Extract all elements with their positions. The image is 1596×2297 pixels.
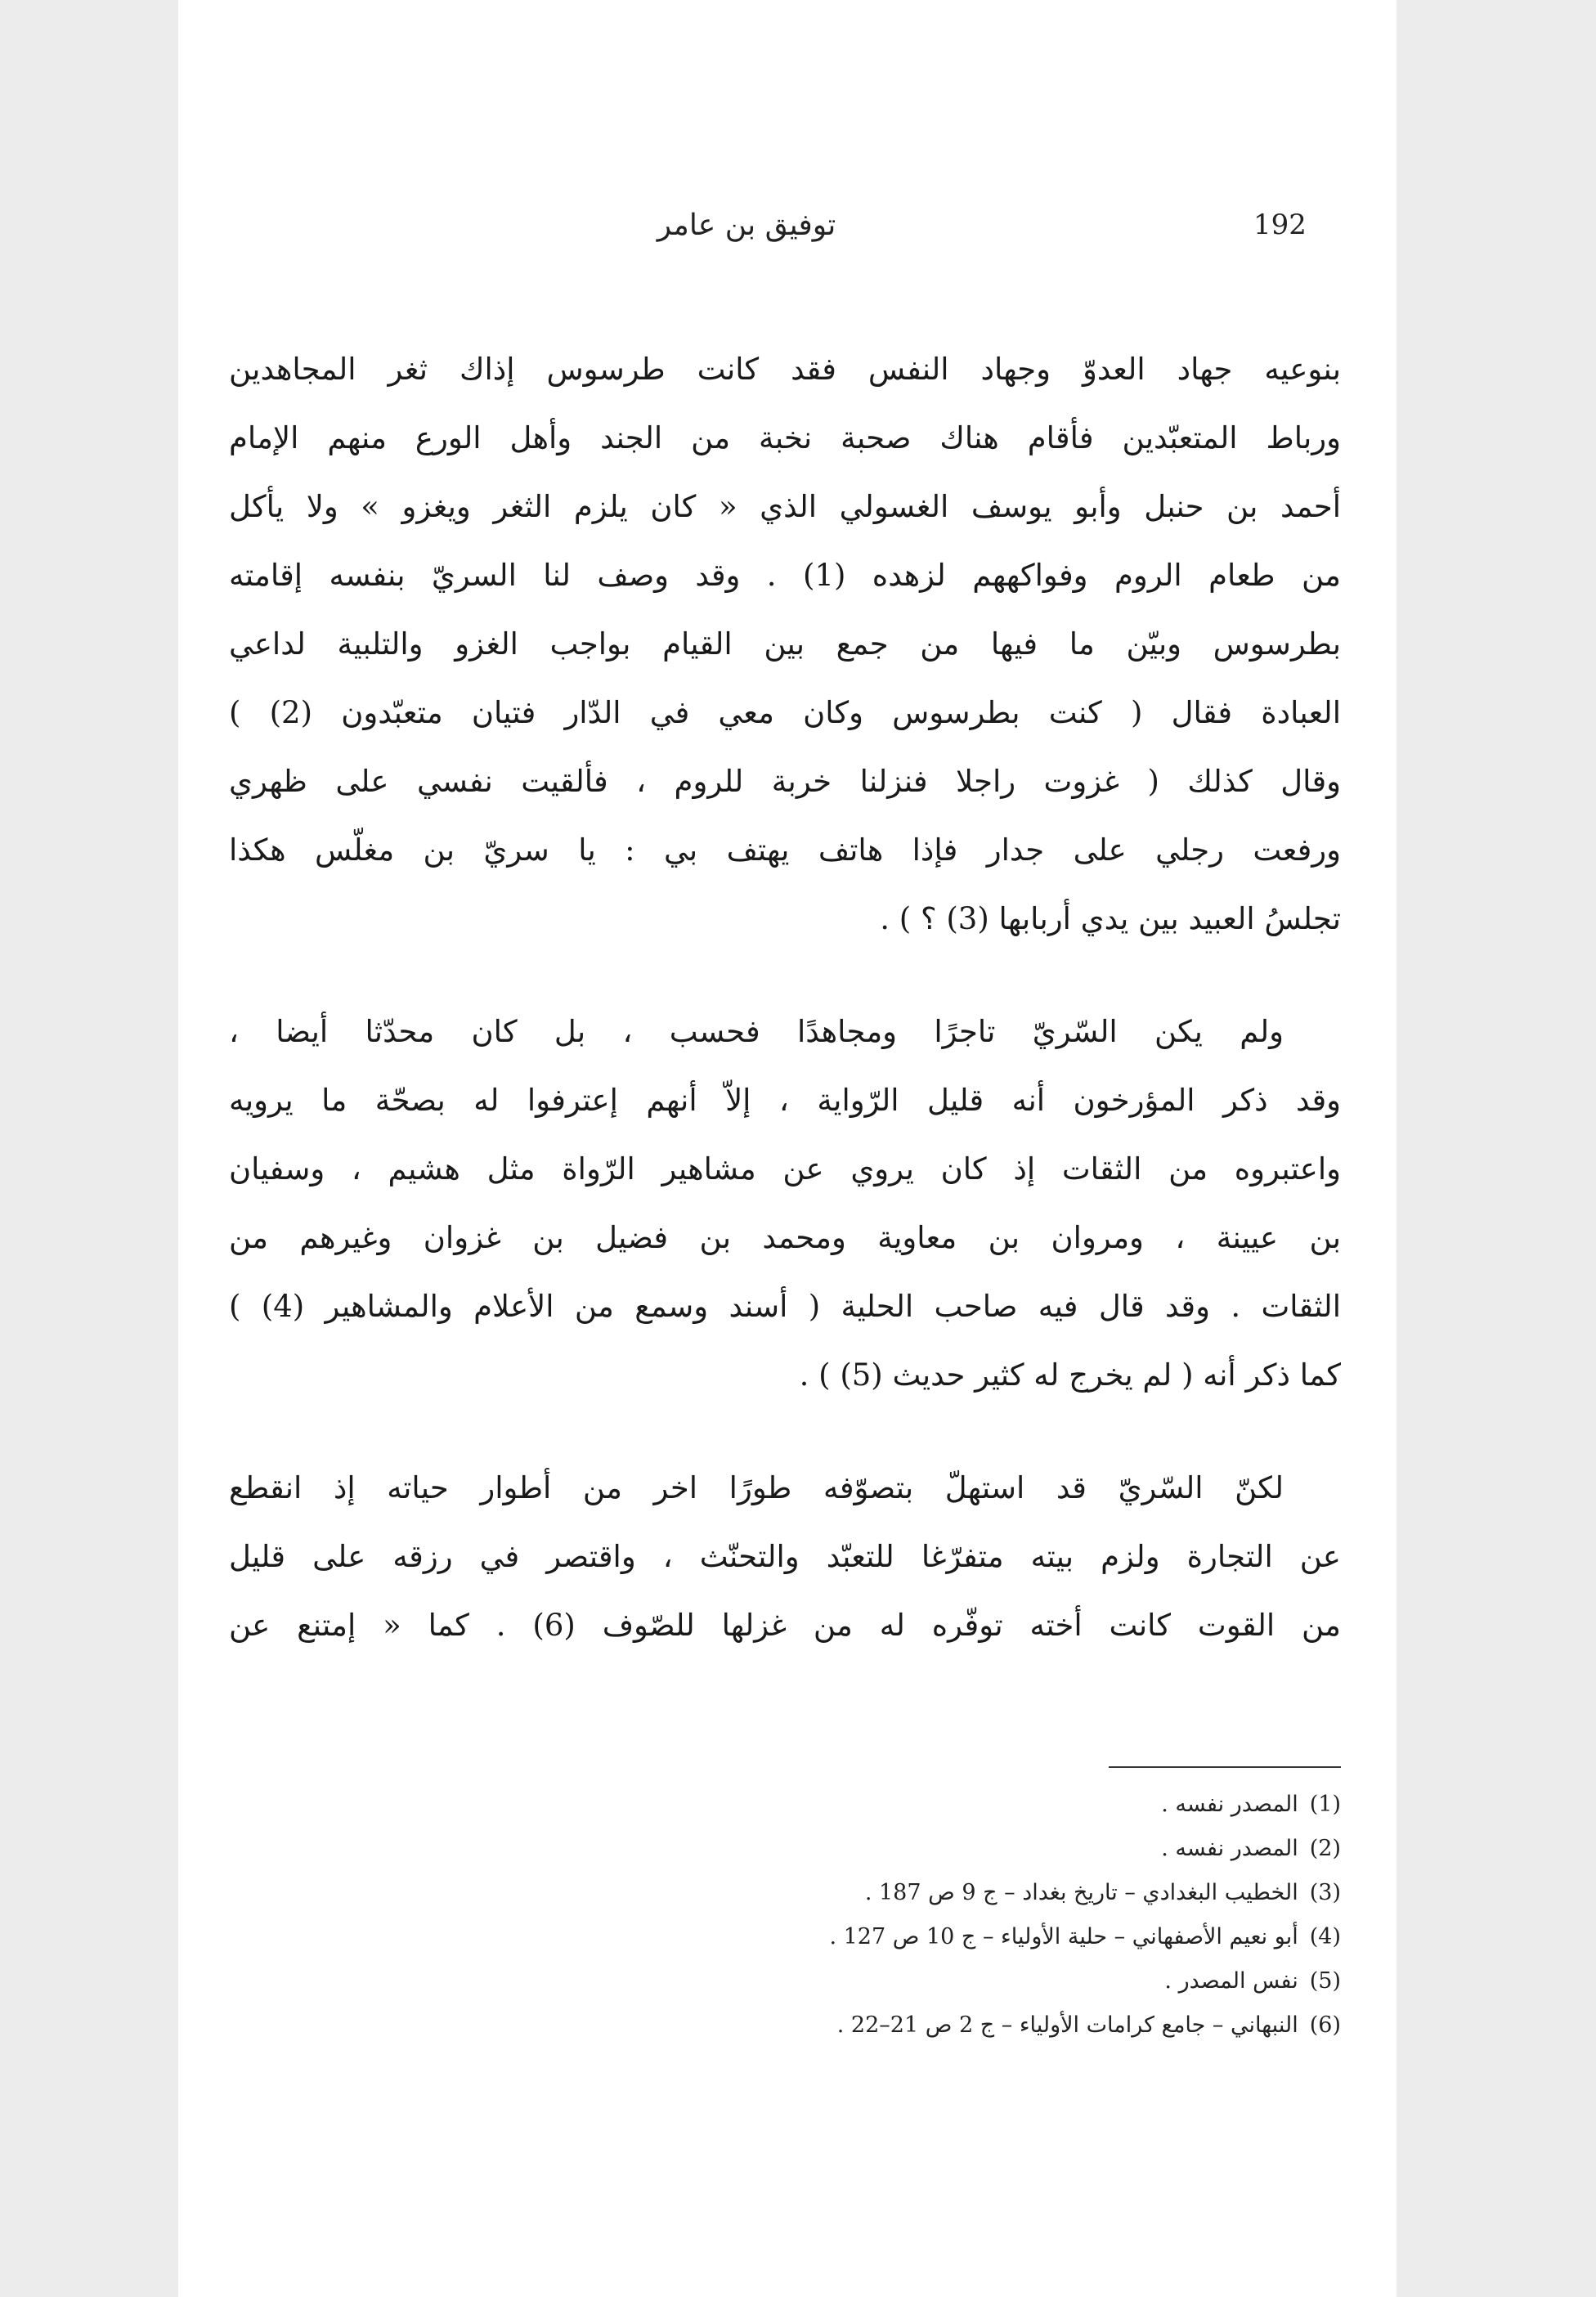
- text-line: واعتبروه من الثقات إذ كان يروي عن مشاهير الرّواة مثل هشيم ، وسفيان: [229, 1151, 1341, 1187]
- footnote-number: (3): [1309, 1880, 1341, 1905]
- footnote-number: (4): [1309, 1924, 1341, 1949]
- footnote-item: [587, 1827, 1341, 1871]
- footnote-number: (6): [1309, 2012, 1341, 2038]
- running-title: توفيق بن عامر: [657, 209, 836, 242]
- text-line: بطرسوس وبيّن ما فيها من جمع بين القيام بواجب الغزو والتلبية لداعي: [229, 626, 1341, 662]
- text-line: لكنّ السّريّ قد استهلّ بتصوّفه طورًا اخر من أطوار حياته إذ انقطع: [229, 1470, 1284, 1505]
- text-line: تجلسُ العبيد بين يدي أربابها (3) ؟ ) .: [880, 901, 1341, 936]
- paragraph-gap: [229, 1410, 1341, 1454]
- paragraph-3: [229, 1454, 1341, 1660]
- footnote-item: [587, 2003, 1341, 2048]
- footnote-text: أبو نعيم الأصفهاني – حلية الأولياء – ج 10 ص 127 .: [829, 1924, 1298, 1949]
- footnote-item: [587, 1871, 1341, 1915]
- footnote-item: [587, 1915, 1341, 1959]
- text-line: الثقات . وقد قال فيه صاحب الحلية ( أسند وسمع من الأعلام والمشاهير (4) ): [229, 1289, 1341, 1324]
- footnote-item: [587, 1959, 1341, 2003]
- text-line: بنوعيه جهاد العدوّ وجهاد النفس فقد كانت طرسوس إذاك ثغر المجاهدين: [229, 352, 1341, 387]
- footnote-text: الخطيب البغدادي – تاريخ بغداد – ج 9 ص 187 .: [864, 1880, 1298, 1905]
- text-line: وقد ذكر المؤرخون أنه قليل الرّواية ، إلاّ أنهم إعترفوا له بصحّة ما يرويه: [229, 1083, 1341, 1118]
- text-line: عن التجارة ولزم بيته متفرّغا للتعبّد والتحنّث ، واقتصر في رزقه على قليل: [229, 1539, 1341, 1574]
- text-line: ورفعت رجلي على جدار فإذا هاتف يهتف بي : يا سريّ بن مغلّس هكذا: [229, 832, 1341, 868]
- text-line: ولم يكن السّريّ تاجرًا ومجاهدًا فحسب ، بل كان محدّثا أيضا ،: [229, 1014, 1284, 1049]
- page-number: 192: [1253, 209, 1307, 241]
- footnote-number: (1): [1309, 1792, 1341, 1817]
- text-line: بن عيينة ، ومروان بن معاوية ومحمد بن فضيل بن غزوان وغيرهم من: [229, 1220, 1341, 1255]
- footnote-divider: [1109, 1766, 1341, 1768]
- paragraph-2: [229, 998, 1341, 1410]
- footnotes: [587, 1783, 1341, 2048]
- footnote-text: المصدر نفسه .: [1161, 1836, 1298, 1861]
- text-line: من طعام الروم وفواكههم لزهده (1) . وقد وصف لنا السريّ بنفسه إقامته: [229, 558, 1341, 593]
- paragraph-1: [229, 335, 1341, 953]
- text-line: ورباط المتعبّدين فأقام هناك صحبة نخبة من الجند وأهل الورع منهم الإمام: [229, 420, 1341, 455]
- text-line: من القوت كانت أخته توفّره له من غزلها للصّوف (6) . كما « إمتنع عن: [229, 1608, 1341, 1643]
- footnote-text: المصدر نفسه .: [1161, 1792, 1298, 1817]
- footnote-item: [587, 1783, 1341, 1827]
- text-line: كما ذكر أنه ( لم يخرج له كثير حديث (5) ) .: [799, 1357, 1341, 1393]
- text-line: أحمد بن حنبل وأبو يوسف الغسولي الذي « كان يلزم الثغر ويغزو » ولا يأكل: [229, 489, 1341, 524]
- page-header: [178, 209, 1396, 258]
- footnote-number: (5): [1309, 1968, 1341, 1994]
- footnote-text: النبهاني – جامع كرامات الأولياء – ج 2 ص 21–22 .: [836, 2012, 1298, 2038]
- text-line: وقال كذلك ( غزوت راجلا فنزلنا خربة للروم ، فألقيت نفسي على ظهري: [229, 764, 1341, 799]
- text-line: العبادة فقال ( كنت بطرسوس وكان معي في الدّار فتيان متعبّدون (2) ): [229, 695, 1341, 730]
- body-text: [229, 335, 1341, 1660]
- footnote-number: (2): [1309, 1836, 1341, 1861]
- footnote-text: نفس المصدر .: [1164, 1968, 1298, 1994]
- book-page: [178, 0, 1396, 2297]
- paragraph-gap: [229, 953, 1341, 998]
